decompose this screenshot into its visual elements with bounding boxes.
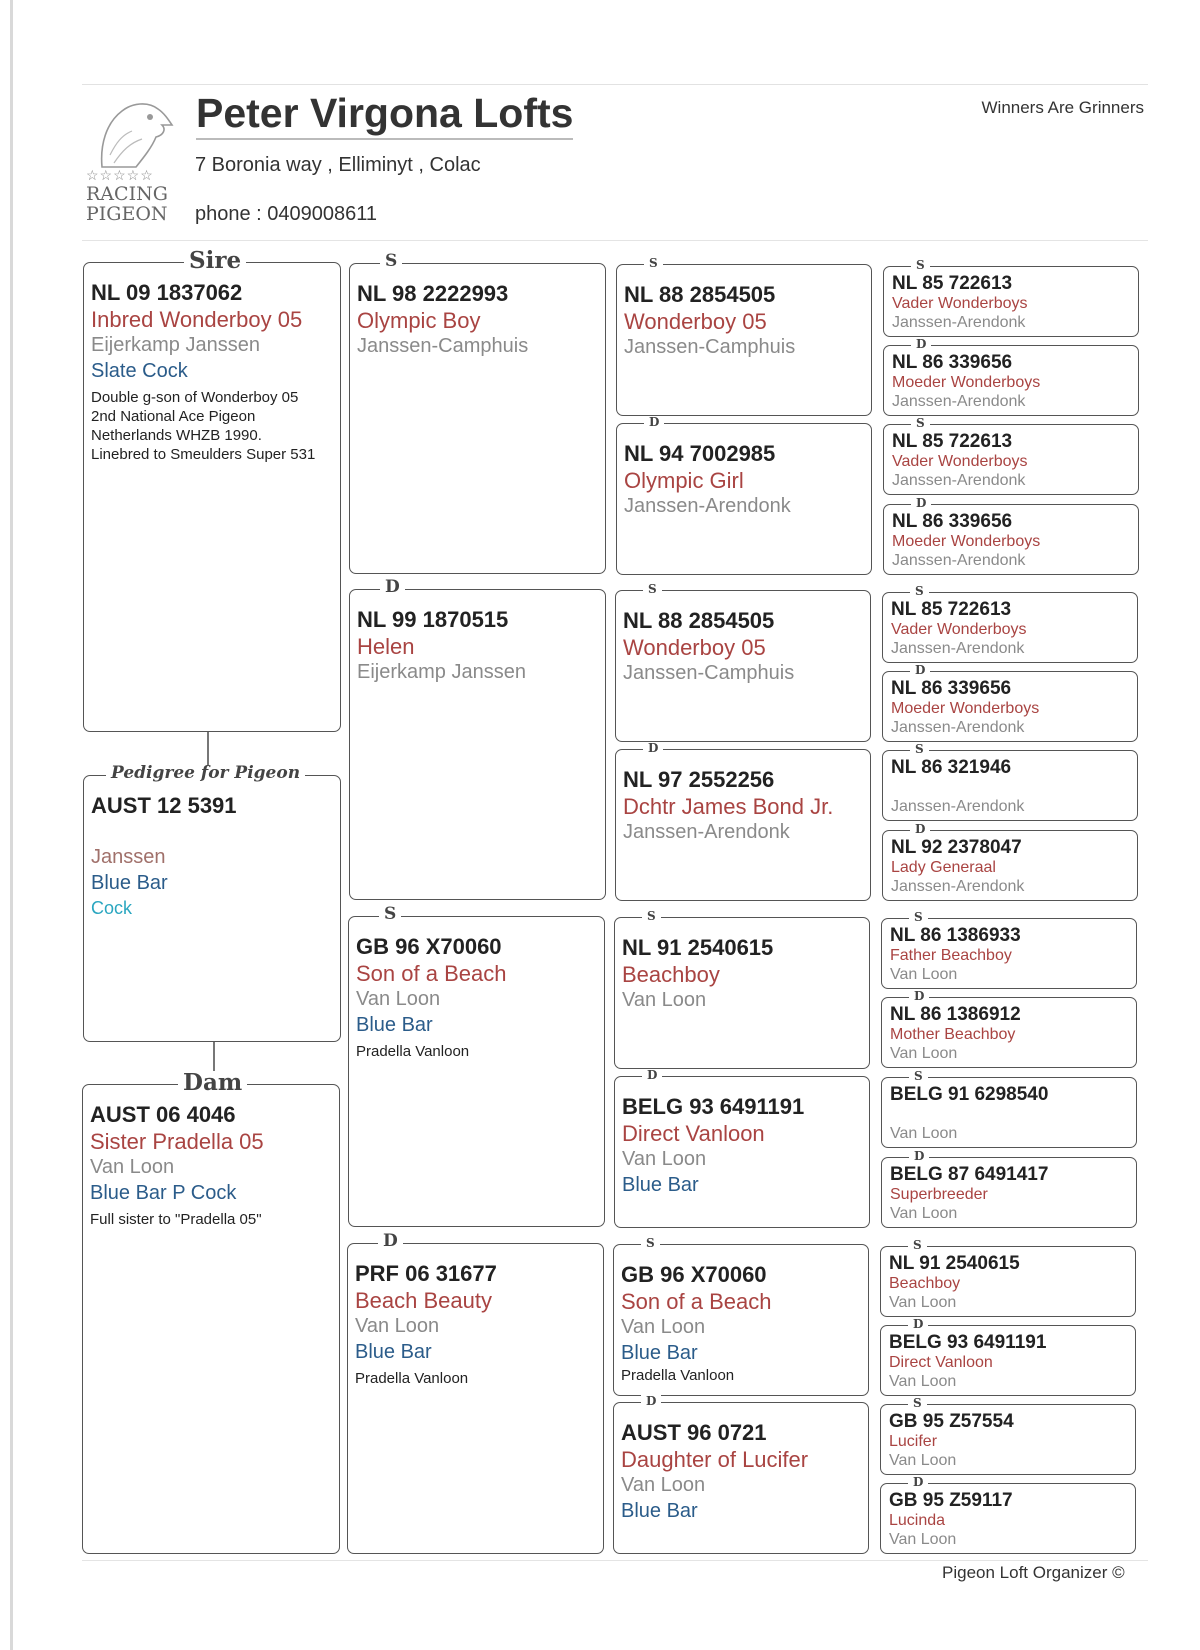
sex-label-s: S bbox=[909, 911, 928, 923]
logo-text-line2: PIGEON bbox=[86, 203, 168, 225]
subject-box bbox=[83, 763, 341, 1042]
gen3-name: Direct Vanloon bbox=[622, 1121, 765, 1146]
gen4-name: Mother Beachboy bbox=[890, 1026, 1016, 1043]
gen3-strain: Janssen-Arendonk bbox=[623, 821, 790, 843]
gen4-ring: NL 86 1386933 bbox=[890, 925, 1021, 946]
gen4-ring: BELG 87 6491417 bbox=[890, 1164, 1049, 1185]
dam-ring: AUST 06 4046 bbox=[90, 1102, 236, 1127]
gen4-box-12 bbox=[880, 1238, 1136, 1317]
dam-notes: Full sister to "Pradella 05" bbox=[90, 1211, 262, 1228]
sex-label-d: D bbox=[643, 742, 663, 754]
gen2-name: Olympic Boy bbox=[357, 308, 481, 333]
subject-strain: Janssen bbox=[91, 846, 166, 868]
gen4-box-11 bbox=[881, 1149, 1137, 1228]
sex-label-s: S bbox=[641, 1237, 660, 1249]
gen4-box-7 bbox=[882, 822, 1138, 901]
sex-label-s: S bbox=[643, 583, 662, 595]
sire-ring: NL 09 1837062 bbox=[91, 280, 243, 305]
sex-label-s: S bbox=[909, 1070, 928, 1082]
sire-strain: Eijerkamp Janssen bbox=[91, 334, 260, 356]
subject-color: Blue Bar bbox=[91, 872, 168, 894]
gen4-strain: Janssen-Arendonk bbox=[892, 314, 1026, 331]
gen4-box-10 bbox=[881, 1069, 1137, 1148]
gen4-name: Moeder Wonderboys bbox=[892, 374, 1041, 391]
sex-label-d: D bbox=[908, 1476, 928, 1488]
gen2-strain: Eijerkamp Janssen bbox=[357, 661, 526, 683]
racing-pigeon-logo bbox=[84, 95, 184, 225]
gen3-ring: BELG 93 6491191 bbox=[622, 1094, 805, 1119]
gen4-strain: Van Loon bbox=[890, 1205, 958, 1222]
gen3-color: Blue Bar bbox=[621, 1342, 698, 1364]
gen2-strain: Van Loon bbox=[355, 1315, 440, 1337]
gen2-color: Blue Bar bbox=[355, 1341, 432, 1363]
subject-sex: Cock bbox=[91, 898, 133, 918]
gen3-strain: Van Loon bbox=[622, 989, 707, 1011]
gen3-ring: NL 91 2540615 bbox=[622, 935, 774, 960]
gen2-notes: Pradella Vanloon bbox=[356, 1043, 470, 1060]
loft-phone: phone : 0409008611 bbox=[195, 203, 378, 225]
gen3-strain: Janssen-Arendonk bbox=[624, 495, 791, 517]
gen2-ring: PRF 06 31677 bbox=[355, 1261, 497, 1286]
gen4-box-2 bbox=[883, 416, 1139, 495]
gen3-name: Wonderboy 05 bbox=[624, 309, 767, 334]
gen4-strain: Van Loon bbox=[889, 1452, 957, 1469]
gen4-strain: Janssen-Arendonk bbox=[891, 798, 1025, 815]
gen2-box-2 bbox=[348, 904, 605, 1227]
divider bbox=[82, 84, 1148, 85]
gen4-name: Superbreeder bbox=[890, 1186, 988, 1203]
gen2-color: Blue Bar bbox=[356, 1014, 433, 1036]
gen4-ring: NL 86 321946 bbox=[891, 757, 1012, 778]
pedigree-for-label: Pedigree for Pigeon bbox=[106, 765, 305, 782]
gen3-color: Blue Bar bbox=[622, 1174, 699, 1196]
gen4-ring: NL 91 2540615 bbox=[889, 1253, 1020, 1274]
sex-label-s: S bbox=[642, 910, 661, 922]
loft-motto: Winners Are Grinners bbox=[981, 98, 1144, 117]
sex-label-d: D bbox=[642, 1069, 662, 1081]
gen4-strain: Van Loon bbox=[890, 1125, 958, 1142]
sire-notes: Double g-son of Wonderboy 05 2nd National Ace Pigeon Netherlands WHZB 1990. Linebred to Smeulders Super 531 bbox=[91, 389, 316, 463]
gen4-box-8 bbox=[881, 910, 1137, 989]
sex-label-d: D bbox=[641, 1395, 661, 1407]
gen4-name: Vader Wonderboys bbox=[892, 453, 1028, 470]
dam-name: Sister Pradella 05 bbox=[90, 1129, 264, 1154]
gen4-strain: Janssen-Arendonk bbox=[892, 393, 1026, 410]
gen4-ring: GB 95 Z59117 bbox=[889, 1490, 1013, 1511]
gen4-strain: Van Loon bbox=[890, 1045, 958, 1062]
gen4-box-9 bbox=[881, 989, 1137, 1068]
gen2-ring: NL 98 2222993 bbox=[357, 281, 509, 306]
gen4-strain: Van Loon bbox=[889, 1531, 957, 1548]
sex-label-d: D bbox=[644, 416, 664, 428]
gen3-box-3 bbox=[615, 741, 871, 901]
gen4-strain: Van Loon bbox=[890, 966, 958, 983]
sex-label-s: S bbox=[908, 1397, 927, 1409]
gen2-ring: GB 96 X70060 bbox=[356, 934, 502, 959]
gen4-box-1 bbox=[883, 337, 1139, 416]
gen3-name: Son of a Beach bbox=[621, 1289, 772, 1314]
gen4-ring: GB 95 Z57554 bbox=[889, 1411, 1014, 1432]
gen4-ring: NL 85 722613 bbox=[892, 431, 1013, 452]
gen3-box-2 bbox=[615, 582, 871, 742]
sex-label-s: S bbox=[908, 1239, 927, 1251]
gen4-name: Beachboy bbox=[889, 1275, 961, 1292]
gen3-name: Dchtr James Bond Jr. bbox=[623, 794, 834, 819]
gen4-name: Lucifer bbox=[889, 1433, 938, 1450]
gen4-ring: NL 85 722613 bbox=[891, 599, 1012, 620]
sex-label-s: S bbox=[910, 585, 929, 597]
sex-label-d: D bbox=[910, 664, 930, 676]
gen4-box-5 bbox=[882, 663, 1138, 742]
sex-label-s: S bbox=[380, 253, 402, 270]
gen4-name: Vader Wonderboys bbox=[892, 295, 1028, 312]
sire-color: Slate Cock bbox=[91, 360, 188, 382]
gen3-strain: Van Loon bbox=[621, 1316, 706, 1338]
page-edge bbox=[10, 0, 13, 1650]
gen3-strain: Janssen-Camphuis bbox=[623, 662, 795, 684]
gen4-name: Lady Generaal bbox=[891, 859, 996, 876]
gen4-ring: NL 86 339656 bbox=[892, 511, 1013, 532]
gen3-color: Blue Bar bbox=[621, 1500, 698, 1522]
gen4-box-4 bbox=[882, 584, 1138, 663]
sex-label-s: S bbox=[911, 259, 930, 271]
pigeon-head-icon bbox=[92, 95, 174, 170]
gen2-name: Son of a Beach bbox=[356, 961, 507, 986]
gen4-ring: BELG 93 6491191 bbox=[889, 1332, 1047, 1353]
subject-ring: AUST 12 5391 bbox=[91, 793, 237, 818]
gen4-ring: NL 86 339656 bbox=[892, 352, 1013, 373]
gen4-box-14 bbox=[880, 1396, 1136, 1475]
gen4-strain: Janssen-Arendonk bbox=[891, 878, 1025, 895]
gen4-strain: Janssen-Arendonk bbox=[891, 719, 1025, 736]
sire-label: Sire bbox=[184, 249, 246, 272]
sex-label-d: D bbox=[911, 338, 931, 350]
dam-strain: Van Loon bbox=[90, 1156, 175, 1178]
gen3-name: Daughter of Lucifer bbox=[621, 1447, 809, 1472]
gen2-name: Helen bbox=[357, 634, 415, 659]
sex-label-s: S bbox=[911, 417, 930, 429]
sex-label-d: D bbox=[908, 1318, 928, 1330]
gen3-name: Beachboy bbox=[622, 962, 720, 987]
gen3-box-4 bbox=[614, 909, 870, 1069]
gen2-strain: Van Loon bbox=[356, 988, 441, 1010]
gen2-strain: Janssen-Camphuis bbox=[357, 335, 529, 357]
gen2-notes: Pradella Vanloon bbox=[355, 1370, 469, 1387]
divider bbox=[82, 240, 1148, 241]
gen4-name: Direct Vanloon bbox=[889, 1354, 993, 1371]
gen4-strain: Van Loon bbox=[889, 1294, 957, 1311]
dam-color: Blue Bar P Cock bbox=[90, 1182, 237, 1204]
sex-label-d: D bbox=[378, 1233, 403, 1250]
sex-label-s: S bbox=[910, 743, 929, 755]
sire-box bbox=[83, 247, 341, 732]
gen4-strain: Janssen-Arendonk bbox=[891, 640, 1025, 657]
gen3-box-6 bbox=[613, 1236, 869, 1396]
sex-label-d: D bbox=[910, 823, 930, 835]
dam-label: Dam bbox=[178, 1071, 247, 1094]
gen4-box-15 bbox=[880, 1475, 1136, 1554]
logo-stars: ☆☆☆☆☆ bbox=[86, 168, 154, 184]
gen3-box-7 bbox=[613, 1394, 869, 1554]
gen2-box-3 bbox=[347, 1231, 604, 1554]
gen3-notes: Pradella Vanloon bbox=[621, 1367, 735, 1384]
gen3-ring: NL 88 2854505 bbox=[623, 608, 775, 633]
gen4-box-0 bbox=[883, 258, 1139, 337]
gen4-ring: NL 86 1386912 bbox=[890, 1004, 1021, 1025]
gen4-ring: BELG 91 6298540 bbox=[890, 1084, 1049, 1105]
sex-label-d: D bbox=[909, 1150, 929, 1162]
gen3-box-0 bbox=[616, 256, 872, 416]
gen4-box-13 bbox=[880, 1317, 1136, 1396]
gen3-ring: NL 97 2552256 bbox=[623, 767, 775, 792]
footer-credit: Pigeon Loft Organizer © bbox=[942, 1563, 1125, 1582]
gen3-name: Wonderboy 05 bbox=[623, 635, 766, 660]
sex-label-d: D bbox=[380, 579, 405, 596]
gen4-strain: Janssen-Arendonk bbox=[892, 552, 1026, 569]
gen3-ring: AUST 96 0721 bbox=[621, 1420, 767, 1445]
gen3-ring: NL 94 7002985 bbox=[624, 441, 776, 466]
gen4-name: Moeder Wonderboys bbox=[892, 533, 1041, 550]
gen3-ring: GB 96 X70060 bbox=[621, 1262, 767, 1287]
gen2-ring: NL 99 1870515 bbox=[357, 607, 509, 632]
gen3-box-1 bbox=[616, 415, 872, 575]
sex-label-s: S bbox=[644, 257, 663, 269]
gen4-name: Moeder Wonderboys bbox=[891, 700, 1040, 717]
gen4-ring: NL 92 2378047 bbox=[891, 837, 1022, 858]
gen2-box-1 bbox=[349, 577, 606, 900]
gen4-strain: Janssen-Arendonk bbox=[892, 472, 1026, 489]
gen3-box-5 bbox=[614, 1068, 870, 1228]
gen3-ring: NL 88 2854505 bbox=[624, 282, 776, 307]
divider bbox=[82, 1560, 1148, 1561]
gen4-ring: NL 85 722613 bbox=[892, 273, 1013, 294]
dam-box bbox=[82, 1069, 340, 1554]
gen3-name: Olympic Girl bbox=[624, 468, 744, 493]
sex-label-d: D bbox=[911, 497, 931, 509]
gen2-name: Beach Beauty bbox=[355, 1288, 492, 1313]
gen4-name: Father Beachboy bbox=[890, 947, 1012, 964]
sex-label-d: D bbox=[909, 990, 929, 1002]
sex-label-s: S bbox=[379, 906, 401, 923]
loft-name: Peter Virgona Lofts bbox=[196, 90, 573, 140]
gen4-name: Lucinda bbox=[889, 1512, 946, 1529]
gen3-strain: Van Loon bbox=[622, 1148, 707, 1170]
logo-text-line1: RACING bbox=[86, 183, 168, 205]
sire-name: Inbred Wonderboy 05 bbox=[91, 307, 303, 332]
gen4-strain: Van Loon bbox=[889, 1373, 957, 1390]
gen4-ring: NL 86 339656 bbox=[891, 678, 1012, 699]
gen2-box-0 bbox=[349, 251, 606, 574]
gen4-name: Vader Wonderboys bbox=[891, 621, 1027, 638]
gen3-strain: Janssen-Camphuis bbox=[624, 336, 796, 358]
loft-address: 7 Boronia way , Elliminyt , Colac bbox=[195, 154, 481, 176]
gen3-strain: Van Loon bbox=[621, 1474, 706, 1496]
gen4-box-6 bbox=[882, 742, 1138, 821]
gen4-box-3 bbox=[883, 496, 1139, 575]
